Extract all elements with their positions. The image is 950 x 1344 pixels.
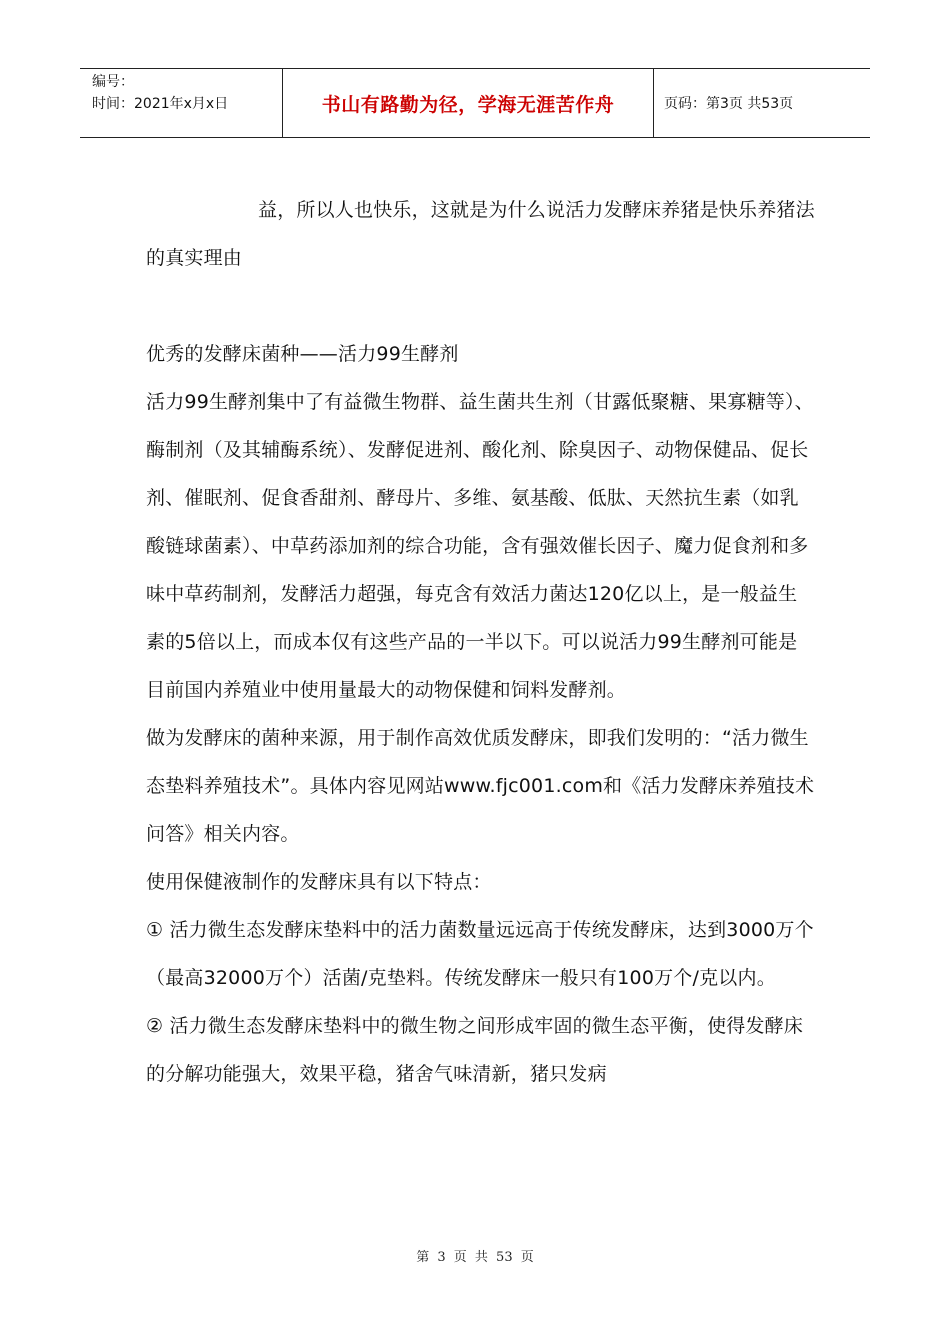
page-header <box>80 68 870 138</box>
doc-time-label: 时间：2021年x月x日 <box>92 96 229 112</box>
feature-item-1: ① 活力微生态发酵床垫料中的活力菌数量远远高于传统发酵床，达到3000万个（最高32000万个）活菌/克垫料。传统发酵床一般只有100万个/克以内。 <box>146 919 814 989</box>
paragraph-product-description: 活力99生酵剂集中了有益微生物群、益生菌共生剂（甘露低聚糖、果寡糖等）、酶制剂（及其辅酶系统）、发酵促进剂、酸化剂、除臭因子、动物保健品、促长剂、催眠剂、促食香甜剂、酵母片、多维、氨基酸、低肽、天然抗生素（如乳酸链球菌素）、中草药添加剂的综合功能，含有强效催长因子、魔力促食剂和多味中草药制剂，发酵活力超强，每克含有效活力菌达120亿以上，是一般益生素的5倍以上，而成本仅有这些产品的一半以下。可以说活力99生酵剂可能是目前国内养殖业中使用量最大的动物保健和饲料发酵剂。 <box>146 391 814 701</box>
header-meta-cell <box>80 69 282 137</box>
document-body <box>146 186 816 1098</box>
feature-item-2: ② 活力微生态发酵床垫料中的微生物之间形成牢固的微生态平衡，使得发酵床的分解功能强大，效果平稳，猪舍气味清新，猪只发病 <box>146 1015 804 1085</box>
page-footer: 第 3 页 共 53 页 <box>416 1250 534 1265</box>
paragraph-usage: 做为发酵床的菌种来源，用于制作高效优质发酵床，即我们发明的：“活力微生态垫料养殖技术”。具体内容见网站www.fjc001.com和《活力发酵床养殖技术问答》相关内容。 <box>146 727 815 845</box>
section-heading: 优秀的发酵床菌种——活力99生酵剂 <box>146 343 459 365</box>
header-motto: 书山有路勤为径，学海无涯苦作舟 <box>282 69 654 137</box>
paragraph-continuation: 益，所以人也快乐，这就是为什么说活力发酵床养猪是快乐养猪法的真实理由 <box>146 199 815 269</box>
doc-number-label: 编号： <box>92 74 134 90</box>
paragraph-gap <box>146 282 816 330</box>
header-page-info: 页码：第3页 共53页 <box>664 96 794 112</box>
paragraph-features-intro: 使用保健液制作的发酵床具有以下特点： <box>146 871 492 893</box>
